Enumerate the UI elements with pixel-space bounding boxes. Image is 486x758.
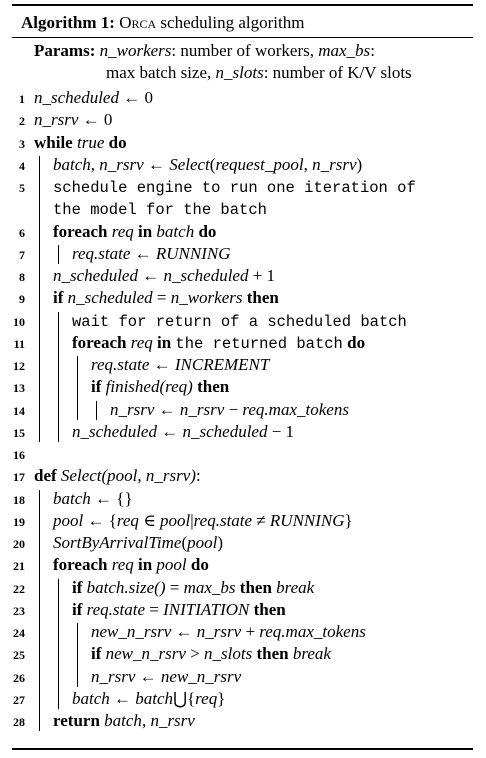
- line-token: ←: [171, 622, 197, 641]
- algorithm-line: [53, 511, 353, 531]
- params-line-1: [34, 41, 375, 61]
- line-token: foreach: [72, 332, 127, 352]
- line-number: 1: [19, 92, 25, 106]
- line-number: 12: [13, 359, 25, 373]
- line-token: then: [239, 577, 272, 597]
- line-token: break: [292, 644, 331, 664]
- line-token: ⋃{: [173, 688, 196, 708]
- line-token: in: [156, 332, 172, 352]
- line-token: ←: [109, 688, 136, 708]
- line-token: do: [190, 555, 209, 575]
- line-token: req: [116, 510, 139, 530]
- line-token: n_rsrv: [34, 110, 79, 130]
- line-token: }: [217, 688, 226, 708]
- line-number: 14: [13, 403, 25, 418]
- line-token: −: [224, 399, 243, 419]
- param-n-slots-desc: : number of K/V slots: [263, 63, 412, 82]
- line-token: SortByArrivalTime: [53, 533, 182, 552]
- algorithm-block: [12, 4, 473, 750]
- line-token: if: [72, 599, 83, 619]
- line-number: 4: [19, 158, 25, 173]
- line-token: true: [76, 132, 105, 152]
- line-number: 20: [13, 537, 25, 551]
- line-token: ←: [135, 666, 161, 686]
- line-number: 16: [13, 448, 25, 462]
- line-token: n_scheduled: [163, 266, 249, 285]
- line-token: new_n_rsrv: [105, 644, 186, 664]
- line-token: req: [130, 332, 153, 352]
- line-token: pool: [187, 533, 218, 552]
- line-token: n_slots: [204, 644, 253, 664]
- line-token: n_workers: [170, 288, 243, 308]
- line-token: Select(pool, n_rsrv): [60, 466, 196, 486]
- line-token: ): [217, 533, 224, 552]
- line-token: pool: [160, 510, 191, 530]
- line-token: INCREMENT: [174, 355, 270, 374]
- line-token: >: [185, 644, 205, 664]
- line-token: new_n_rsrv: [160, 666, 242, 686]
- block-guide-line: [58, 579, 59, 710]
- line-token: batch: [53, 488, 91, 508]
- line-token: pool: [156, 555, 187, 575]
- line-token: :: [195, 466, 201, 486]
- line-token: new_n_rsrv: [91, 622, 172, 641]
- line-number: 9: [19, 292, 25, 307]
- line-token: n_scheduled: [34, 88, 119, 107]
- block-guide-line: [96, 401, 97, 420]
- line-token: ←: [130, 243, 156, 263]
- line-token: ←: [143, 154, 170, 174]
- line-number: 25: [13, 648, 25, 663]
- middle-rule: [12, 37, 473, 38]
- line-token: request_pool: [215, 154, 304, 174]
- title-rest: scheduling algorithm: [160, 13, 305, 32]
- algorithm-line: [53, 489, 133, 509]
- algorithm-line: [72, 600, 286, 620]
- algorithm-line: [91, 644, 331, 664]
- algorithm-line: [91, 355, 269, 375]
- line-token: do: [108, 132, 127, 152]
- line-number: 17: [13, 470, 25, 485]
- line-number: 26: [13, 670, 25, 685]
- line-token: req.state: [86, 599, 146, 619]
- algorithm-line: [34, 133, 127, 153]
- algorithm-line: [72, 578, 314, 598]
- line-token: in: [137, 555, 153, 575]
- params-label: Params:: [34, 41, 96, 60]
- algorithm-line: [53, 199, 267, 219]
- line-number: 3: [19, 136, 25, 151]
- algorithm-line: [53, 177, 416, 197]
- line-number: 19: [13, 514, 25, 529]
- line-token: INITIATION: [163, 599, 250, 619]
- algorithm-line: [110, 400, 349, 420]
- line-number: 6: [19, 225, 25, 240]
- algorithm-line: [34, 88, 153, 108]
- line-token: do: [198, 221, 217, 241]
- line-token: ←: [137, 266, 164, 285]
- line-token: batch.size(): [86, 577, 166, 597]
- param-n-slots: n_slots: [215, 63, 264, 82]
- algorithm-line: [72, 333, 365, 353]
- line-number: 8: [19, 270, 25, 284]
- line-token: RUNNING: [155, 243, 231, 263]
- algorithm-title: [21, 13, 304, 33]
- line-token: ): [356, 154, 363, 174]
- line-token: n_rsrv: [110, 399, 155, 419]
- line-token: req.state: [91, 355, 150, 374]
- line-token: return: [53, 711, 100, 730]
- algorithm-line: [91, 622, 366, 642]
- line-token: req: [195, 688, 218, 708]
- line-token: req.max_tokens: [259, 622, 366, 641]
- line-token: n_rsrv: [179, 399, 225, 419]
- line-number: 18: [13, 492, 25, 507]
- line-token: req: [111, 221, 134, 241]
- algorithm-line: [72, 311, 407, 331]
- line-token: if: [91, 644, 102, 664]
- line-token: req.max_tokens: [242, 399, 349, 419]
- top-rule: [12, 4, 473, 6]
- line-token: req.state: [72, 243, 131, 263]
- line-token: if: [91, 377, 102, 397]
- algorithm-line: [34, 466, 201, 486]
- line-number: 27: [13, 692, 25, 707]
- line-number: 23: [13, 603, 25, 618]
- algorithm-line: [53, 288, 279, 308]
- line-token: then: [253, 599, 286, 619]
- line-token: =: [165, 577, 184, 597]
- algorithm-line: [53, 222, 216, 242]
- algorithm-line: [72, 422, 294, 442]
- line-number: 24: [13, 626, 25, 640]
- line-token: ← 0: [118, 88, 153, 107]
- line-token: ,: [303, 154, 313, 174]
- param-max-bs-colon: :: [370, 41, 375, 60]
- line-token: n_rsrv: [196, 622, 242, 641]
- line-token: schedule engine to run one iteration of: [53, 179, 416, 197]
- line-token: pool: [53, 510, 84, 530]
- line-token: n_rsrv: [99, 154, 144, 174]
- algorithm-line: [53, 711, 195, 731]
- line-token: n_rsrv: [150, 711, 195, 730]
- algorithm-line: [34, 110, 112, 130]
- block-guide-line: [58, 312, 59, 443]
- line-number: 13: [13, 381, 25, 396]
- algorithm-line: [91, 377, 229, 397]
- line-token: req: [111, 555, 134, 575]
- line-number: 22: [13, 581, 25, 596]
- block-guide-line: [58, 245, 59, 264]
- line-number: 11: [13, 336, 25, 351]
- algorithm-line: [53, 266, 275, 286]
- line-token: then: [197, 377, 230, 397]
- line-token: ≠: [252, 510, 270, 530]
- line-token: }: [344, 510, 353, 530]
- system-name: Orca: [119, 13, 157, 32]
- line-token: n_scheduled: [67, 288, 153, 308]
- line-token: ←: [154, 399, 180, 419]
- line-token: req.state: [193, 510, 253, 530]
- line-token: =: [152, 288, 171, 308]
- line-token: if: [53, 288, 64, 308]
- line-token: Select: [169, 154, 210, 174]
- line-token: foreach: [53, 221, 108, 241]
- line-token: the returned batch: [175, 334, 343, 353]
- block-guide-line: [77, 623, 78, 687]
- line-token: ← {}: [90, 488, 133, 508]
- param-max-bs-desc: max batch size,: [106, 63, 212, 82]
- line-token: (: [181, 533, 188, 552]
- line-token: finished(req): [105, 377, 193, 397]
- line-number: 21: [13, 559, 25, 574]
- line-token: ←: [149, 355, 175, 374]
- line-token: +: [241, 622, 260, 641]
- line-token: |: [190, 510, 194, 530]
- param-max-bs: max_bs: [318, 41, 371, 60]
- algorithm-line: [53, 155, 362, 175]
- line-number: 15: [13, 425, 25, 440]
- block-guide-line: [39, 490, 40, 732]
- algorithm-line: [91, 667, 241, 687]
- bottom-rule: [12, 748, 473, 750]
- line-token: the model for the batch: [53, 201, 267, 220]
- line-number: 2: [19, 114, 25, 129]
- line-token: max_bs: [183, 577, 236, 597]
- line-token: batch: [135, 688, 174, 708]
- line-token: foreach: [53, 555, 108, 575]
- line-number: 5: [19, 181, 25, 195]
- line-token: ← 0: [78, 110, 113, 130]
- line-token: RUNNING: [269, 510, 345, 530]
- line-token: ← {: [83, 510, 117, 530]
- line-token: ,: [90, 154, 100, 174]
- line-token: in: [137, 221, 153, 241]
- line-number: 10: [13, 314, 25, 329]
- line-token: n_scheduled: [182, 421, 268, 441]
- line-token: batch: [53, 154, 91, 174]
- line-token: then: [256, 644, 289, 664]
- line-token: def: [34, 466, 57, 486]
- line-token: batch: [72, 688, 110, 708]
- line-token: − 1: [267, 421, 295, 441]
- block-guide-line: [77, 356, 78, 420]
- algorithm-line: [53, 555, 209, 575]
- line-number: 28: [13, 715, 25, 729]
- line-token: batch: [156, 221, 195, 241]
- param-n-workers: n_workers: [99, 41, 172, 60]
- line-token: wait for return of a scheduled batch: [72, 312, 407, 331]
- line-token: do: [347, 332, 366, 352]
- algorithm-label: Algorithm 1:: [21, 13, 115, 32]
- params-line-2: [106, 63, 412, 83]
- line-token: then: [246, 288, 279, 308]
- line-token: ,: [141, 711, 151, 730]
- algorithm-line: [72, 244, 231, 264]
- line-token: while: [34, 132, 73, 152]
- line-token: =: [145, 599, 164, 619]
- line-token: n_scheduled: [53, 266, 138, 285]
- algorithm-line: [53, 533, 223, 553]
- line-token: batch: [104, 711, 142, 730]
- algorithm-line: [72, 689, 225, 709]
- line-token: ←: [156, 421, 183, 441]
- block-guide-line: [39, 156, 40, 442]
- line-token: break: [276, 577, 315, 597]
- line-token: n_rsrv: [312, 154, 357, 174]
- line-token: n_rsrv: [91, 666, 136, 686]
- line-number: 7: [19, 247, 25, 262]
- line-token: (: [209, 154, 216, 174]
- line-token: + 1: [248, 266, 276, 285]
- line-token: n_scheduled: [72, 421, 157, 441]
- line-token: ∈: [138, 510, 161, 530]
- line-token: if: [72, 577, 83, 597]
- param-n-workers-desc: : number of workers,: [171, 41, 314, 60]
